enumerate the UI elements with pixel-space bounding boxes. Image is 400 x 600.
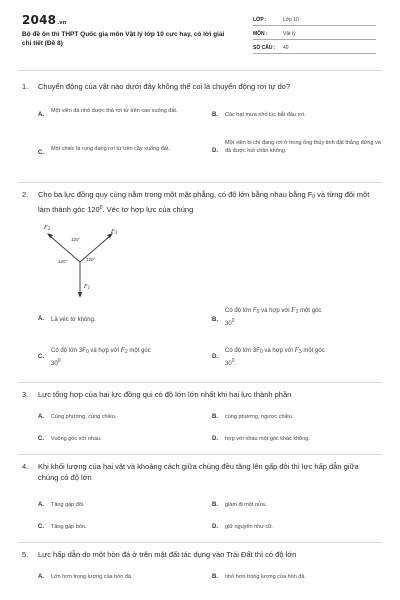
force-diagram [38, 226, 128, 301]
divider [18, 542, 382, 543]
meta-question-count: SỐ CÂU : 40 [253, 44, 376, 54]
meta-class: LỚP : Lớp 10 [253, 16, 376, 26]
question-1 [22, 82, 378, 182]
angle-label-right: 120° [86, 257, 96, 262]
question-2 [22, 190, 378, 220]
question-text: Cho ba lực đồng quy cùng nằm trong một mặt phẳng, có độ lớn bằng nhau bằng $F_0$ và từng đôi một làm thành góc $120^0$. Véc tơ hợp lực của chúng [38, 190, 370, 214]
question-4 [22, 462, 378, 486]
force-label-f1: $F_1$ [84, 284, 91, 291]
site-logo[interactable]: 2048.vn [22, 13, 67, 27]
divider [18, 182, 382, 183]
question-text: Khi khối lượng của hai vật và khoảng cách giữa chúng đều tăng lên gấp đôi thì lực hấp dẫn giữa chúng có độ lớn [38, 462, 359, 482]
force-diagram-svg [38, 226, 128, 301]
angle-label-left: 120° [58, 259, 68, 264]
divider [18, 382, 382, 383]
question-number: 3. [22, 390, 29, 399]
question-number: 5. [22, 550, 29, 559]
angle-label-top: 120° [71, 237, 81, 242]
meta-subject: MÔN : Vật lý [253, 30, 376, 40]
question-text: Chuyển động của vật nào dưới đây không thể coi là chuyển động rơi tự do? [38, 82, 291, 91]
question-text: Lực hấp dẫn do một hòn đá ở trên mặt đất tác dụng vào Trái Đất thì có độ lớn [38, 550, 297, 559]
question-number: 4. [22, 462, 29, 471]
divider [18, 454, 382, 455]
force-label-f2: $F_2$ [44, 225, 51, 232]
force-label-f3: $F_3$ [111, 229, 118, 236]
page-header [0, 0, 400, 62]
question-number: 2. [22, 190, 29, 199]
force-f1-arrow [78, 292, 82, 298]
question-3 [22, 390, 378, 402]
document-title: Bộ đề ôn thi THPT Quốc gia môn Vật lý lớp 10 cực hay, có lời giải chi tiết (Đề 8) [22, 31, 225, 47]
question-text: Lực tổng hợp của hai lực đồng qui có độ lớn lớn nhất khi hai lực thành phần [38, 390, 292, 399]
question-number: 1. [22, 82, 29, 91]
question-5 [22, 550, 378, 562]
divider [18, 70, 382, 71]
